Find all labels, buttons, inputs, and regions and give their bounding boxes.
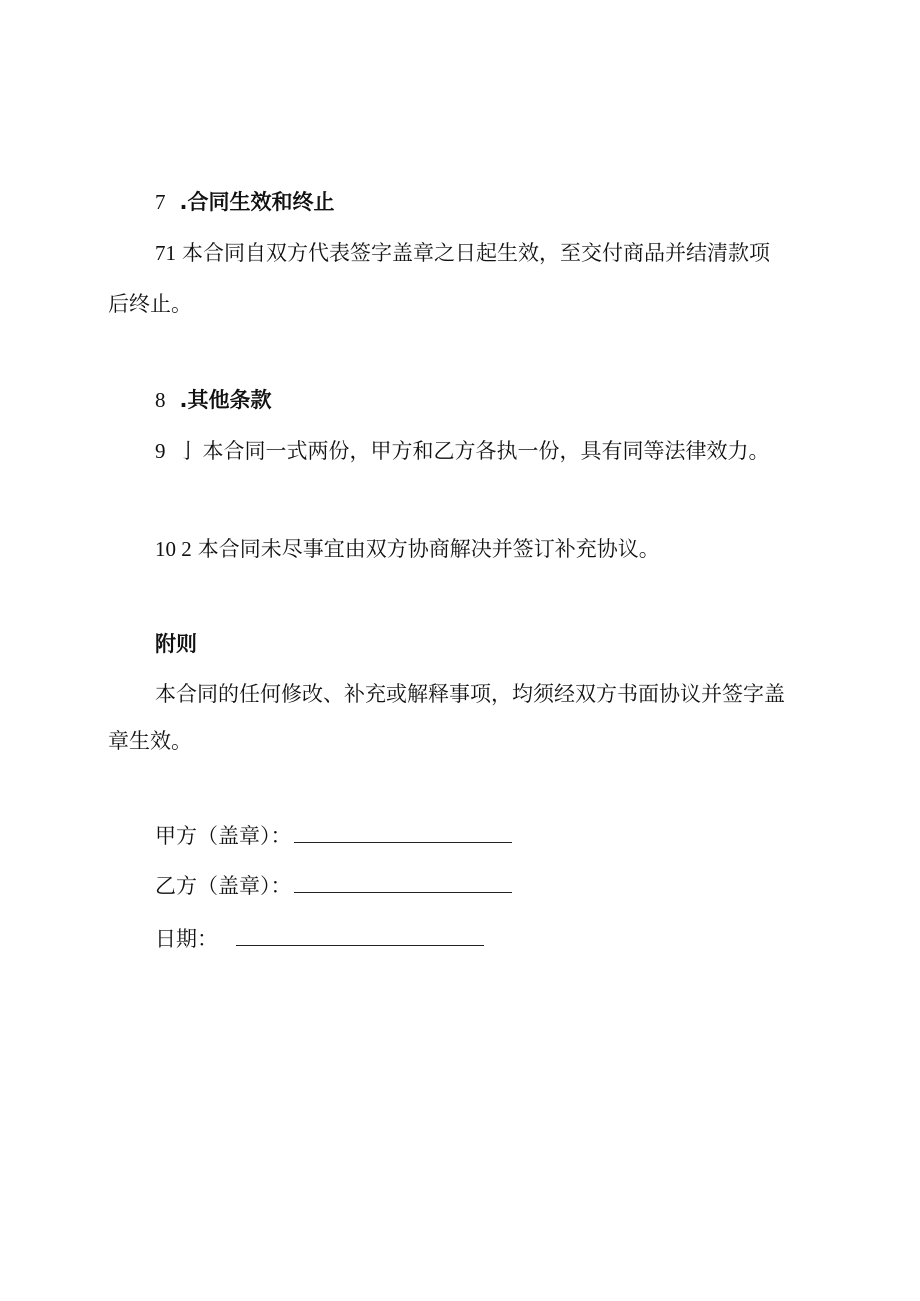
section-7-title: .合同生效和终止 — [179, 190, 335, 214]
party-b-label: 乙方（盖章）： — [155, 874, 292, 898]
section-7-number: 7 — [155, 190, 166, 214]
clause-7-1-text-line1: 本合同自双方代表签字盖章之日起生效，至交付商品并结清款项 — [182, 241, 770, 265]
clause-7-1-text-line2: 后终止。 — [108, 292, 192, 316]
clause-9-text: 本合同一式两份，甲方和乙方各执一份，具有同等法律效力。 — [202, 439, 770, 463]
date-blank[interactable] — [236, 925, 484, 946]
party-b-signature-row — [155, 872, 512, 900]
party-a-signature-row — [155, 822, 512, 850]
clause-7-1-line2 — [108, 290, 192, 318]
clause-10-2-number: 10 2 — [155, 537, 192, 561]
appendix-text-line2: 章生效。 — [108, 729, 192, 753]
party-b-signature-blank[interactable] — [294, 872, 512, 893]
party-a-signature-blank[interactable] — [294, 822, 512, 843]
section-7-heading — [155, 188, 334, 216]
clause-9-number: 9 — [155, 439, 166, 463]
clause-10-2 — [155, 535, 660, 563]
section-8-number: 8 — [155, 388, 166, 412]
date-row — [155, 925, 484, 953]
clause-7-1-number: 71 — [155, 241, 176, 265]
section-8-title: .其他条款 — [179, 388, 272, 412]
clause-7-1-line1 — [155, 239, 770, 267]
date-label: 日期： — [155, 927, 218, 951]
clause-9 — [155, 437, 770, 465]
section-8-heading — [155, 386, 271, 414]
party-a-label: 甲方（盖章）： — [155, 824, 292, 848]
appendix-title: 附则 — [155, 632, 197, 656]
clause-10-2-text: 本合同未尽事宜由双方协商解决并签订补充协议。 — [197, 537, 660, 561]
clause-9-mark: 亅 — [177, 439, 199, 463]
appendix-text-line1: 本合同的任何修改、补充或解释事项，均须经双方书面协议并签字盖 — [155, 682, 785, 706]
